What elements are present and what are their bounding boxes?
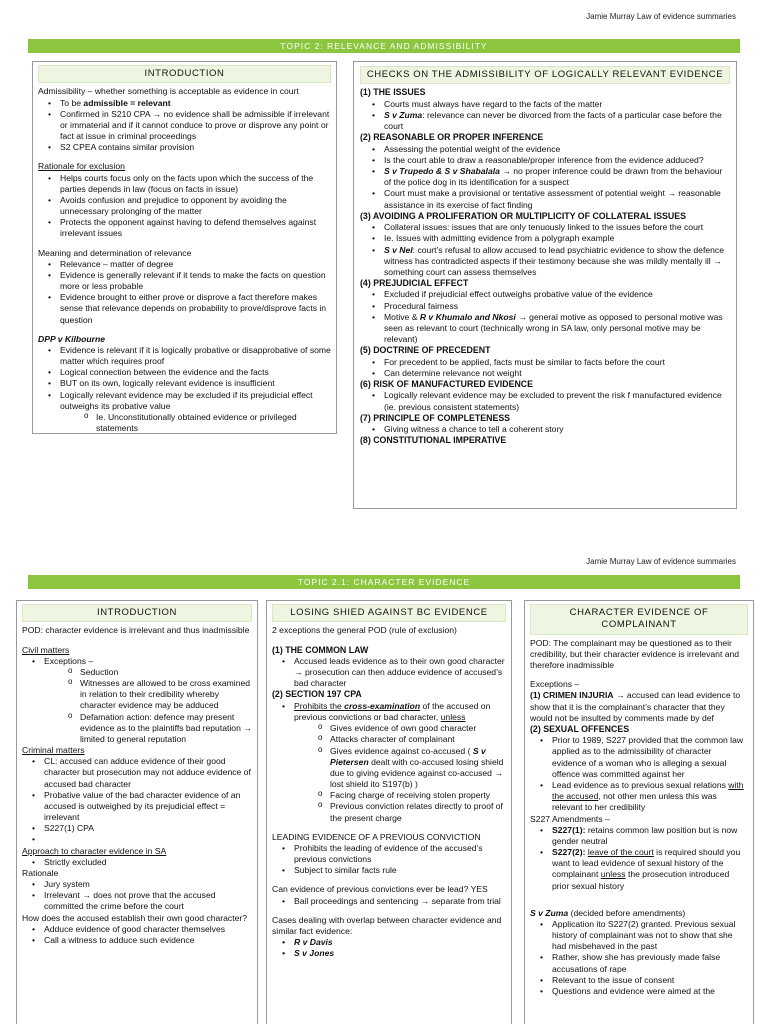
complainant-box [524,600,754,1024]
list-item: • Relevant to the issue of consent [530,975,748,986]
check-heading: (5) DOCTRINE OF PRECEDENT [360,345,491,356]
sub-list-item: o Gives evidence of own good character [316,723,506,734]
list-item: • Subject to similar facts rule [272,865,506,876]
section-heading: S227 Amendments – [530,813,610,824]
list-item: • Ie. Issues with admitting evidence from a polygraph example [360,233,730,244]
list-item: • Is the court able to draw a reasonable/proper inference from the evidence adduced? [360,155,730,166]
list-item: • Logically relevant evidence may be excluded if its prejudicial effect outweighs its probative value [38,390,331,412]
sub-list-item: o Defamation action: defence may present evidence as to the plaintiffs bad reputation → limited to general reputation [66,712,252,746]
list-item: • Relevance – matter of degree [38,259,331,270]
question-text: How does the accused establish their own good character? [22,912,248,923]
list-item: • Evidence brought to either prove or disprove a fact therefore makes sense that relevance depends on probability to prove/disprove facts in question [38,292,331,326]
checks-box [353,61,737,509]
list-item: • Prohibits the leading of evidence of the accused’s previous convictions [272,843,506,865]
intro-box [32,61,337,434]
box-title: LOSING SHIED AGAINST BC EVIDENCE [272,604,506,622]
section-heading: Civil matters [22,644,70,655]
list-item: • For precedent to be applied, facts must be similar to facts before the court [360,357,730,368]
intro-text: 2 exceptions the general POD (rule of exclusion) [272,625,457,636]
pod-text: POD: character evidence is irrelevant and thus inadmissible [22,625,250,636]
check-heading: (4) PREJUDICIAL EFFECT [360,278,469,289]
check-heading: (1) THE ISSUES [360,87,426,98]
list-item: • Jury system [22,879,252,890]
section-heading: Rationale [22,867,59,878]
list-item: • S v Zuma: relevance can never be divorced from the facts of a particular case before the court [360,110,730,132]
section-heading: Rationale for exclusion [38,161,125,172]
list-item: • Procedural fairness [360,301,730,312]
list-item: • Irrelevant → does not prove that the accused committed the crime before the court [22,890,252,912]
list-item: • To be admissible = relevant [38,98,331,109]
list-item: • Giving witness a chance to tell a coherent story [360,424,730,435]
page-header-author: Jamie Murray Law of evidence summaries [586,557,736,566]
list-item: • Avoids confusion and prejudice to opponent by avoiding the unnecessary prolonging of the matter [38,195,331,217]
section-heading: LEADING EVIDENCE OF A PREVIOUS CONVICTION [272,831,481,842]
list-item: • S227(1): retains common law position but is now gender neutral [530,825,748,847]
list-item: • Excluded if prejudicial effect outweighs probative value of the evidence [360,289,730,300]
case-name: DPP v Kilbourne [38,333,106,344]
list-item: • Evidence is relevant if it is logically probative or disapprobative of some matter which requires proof [38,345,331,367]
admissibility-definition: Admissibility – whether something is acceptable as evidence in court [38,86,299,97]
list-item: • Application ito S227(2) granted. Previous sexual history of complainant was not to show that she had misbehaved in the past [530,919,748,953]
char-intro-box [16,600,258,1024]
question-text: Can evidence of previous convictions ever be lead? YES [272,884,488,895]
list-item: • Motive & R v Khumalo and Nkosi → general motive as opposed to personal motive was seen as relevant to court (technically wrong in SA law, only personal motive may be relevant) [360,312,730,346]
sub-list-item: o Attacks character of complainant [316,734,506,745]
sub-list-item: o Ie. Unconstitutionally obtained evidence or privileged statements [82,412,331,434]
list-item: • Exceptions – [22,656,252,667]
case-item: • S v Jones [272,948,506,959]
sub-list-item: o Seduction [66,667,252,678]
box-title: CHECKS ON THE ADMISSIBILITY OF LOGICALLY RELEVANT EVIDENCE [360,66,730,84]
section-heading: Meaning and determination of relevance [38,247,192,258]
sub-list-item: o Facing charge of receiving stolen property [316,790,506,801]
list-item: • Helps courts focus only on the facts upon which the success of the parties depends in law (focus on facts in issue) [38,173,331,195]
list-item: • Prohibits the cross-examination of the accused on previous convictions or bad character, unless [272,701,506,723]
losing-shield-box [266,600,512,1024]
list-item: • Strictly excluded [22,857,252,868]
list-item: • Evidence is generally relevant if it tends to make the facts on question more or less probable [38,270,331,292]
check-heading: (2) REASONABLE OR PROPER INFERENCE [360,132,544,143]
list-item [22,834,252,845]
sub-list-item: o Gives evidence against co-accused ( S v Pietersen dealt with co-accused losing shield due to giving evidence against co-accused → lost shield ito S197(b) ) [316,746,506,791]
case-heading: S v Zuma (decided before amendments) [530,907,686,918]
page-header-author: Jamie Murray Law of evidence summaries [586,12,736,21]
list-item: • Can determine relevance not weight [360,368,730,379]
sub-list-item: o Previous conviction relates directly to proof of the present charge [316,801,506,823]
section-heading: Criminal matters [22,745,85,756]
list-item: • Rather, show she has previously made false accusations of rape [530,952,748,974]
box-title: INTRODUCTION [22,604,252,622]
overlap-text: Cases dealing with overlap between character evidence and similar fact evidence: [272,914,502,936]
list-item: • Protects the opponent against having to defend themselves against irrelevant issues [38,217,331,239]
list-item: • S227(2): leave of the court is required should you want to lead evidence of sexual history of the complainant unless the prosecution introduced prior sexual history [530,847,748,892]
topic-banner: TOPIC 2.1: CHARACTER EVIDENCE [28,575,740,589]
check-heading: (6) RISK OF MANUFACTURED EVIDENCE [360,379,534,390]
list-item: • Assessing the potential weight of the evidence [360,144,730,155]
box-title: CHARACTER EVIDENCE OF COMPLAINANT [530,604,748,635]
crimen-injuria-text: (1) CRIMEN INJURIA → accused can lead evidence to show that it is the complainant’s character that they would not be insulted by comments made by def [530,690,741,723]
section-heading: (1) THE COMMON LAW [272,644,369,655]
list-item: • Logical connection between the evidence and the facts [38,367,331,378]
list-item: • Questions and evidence were aimed at the [530,986,748,997]
list-item: • Call a witness to adduce such evidence [22,935,252,946]
list-item: • Probative value of the bad character evidence of an accused is outweighed by its prejudicial effect = irrelevant [22,790,252,824]
list-item: • Bail proceedings and sentencing → separate from trial [272,896,506,907]
list-item: • Adduce evidence of good character themselves [22,924,252,935]
pod-text: POD: The complainant may be questioned as to their credibility, but their character evidence is irrelevant and therefore inadmissible [530,637,740,671]
check-heading: (3) AVOIDING A PROLIFERATION OR MULTIPLICITY OF COLLATERAL ISSUES [360,210,686,221]
list-item: • Prior to 1989, S227 provided that the common law applied as to the admissibility of character evidence of a woman who is alleging a sexual offence was committed against her [530,735,748,780]
list-item: • Lead evidence as to previous sexual relations with the accused, not other men unless this was relevant to her credibility [530,780,748,814]
section-heading: (2) SEXUAL OFFENCES [530,723,630,734]
list-item: • Logically relevant evidence may be excluded to prevent the risk f manufactured evidence (ie. previous consistent statements) [360,390,730,412]
topic-banner: TOPIC 2: RELEVANCE AND ADMISSIBILITY [28,39,740,53]
list-item: • Collateral issues: issues that are only tenuously linked to the issues before the court [360,222,730,233]
section-heading: (2) SECTION 197 CPA [272,689,362,700]
section-heading: Approach to character evidence in SA [22,845,167,856]
list-item: • S v Nel: court’s refusal to allow accused to lead psychiatric evidence to show the defence witness has contradicted aspects if their testimony because she was mildly mentally ill → something court can assess themselves [360,245,730,279]
check-heading: (8) CONSTITUTIONAL IMPERATIVE [360,435,507,446]
list-item: • Accused leads evidence as to their own good character → prosecution can then adduce evidence of accused’s bad character [272,656,506,690]
list-item: • Courts must always have regard to the facts of the matter [360,99,730,110]
section-heading: Exceptions – [530,679,580,690]
list-item: • Court must make a provisional or tentative assessment of potential weight → reasonable assistance in its exercise of fact finding [360,188,730,210]
box-title: INTRODUCTION [38,65,331,83]
list-item: • S227(1) CPA [22,823,252,834]
list-item: • BUT on its own, logically relevant evidence is insufficient [38,378,331,389]
list-item: • S v Trupedo & S v Shabalala → no proper inference could be drawn from the behaviour of the police dog in its identification for a suspect [360,166,730,188]
list-item: • S2 CPEA contains similar provision [38,142,331,153]
sub-list-item: o Witnesses are allowed to be cross examined in relation to their credibility whereby character evidence may be adduced [66,678,252,712]
list-item: • Confirmed in S210 CPA → no evidence shall be admissible if irrelevant or immaterial and if it cannot conduce to prove or disprove any point or fact at issue in criminal proceedings [38,109,331,143]
list-item: • CL: accused can adduce evidence of their good character but prosecution may not adduce evidence of accused bad character [22,756,252,790]
case-item: • R v Davis [272,937,506,948]
check-heading: (7) PRINCIPLE OF COMPLETENESS [360,412,511,423]
